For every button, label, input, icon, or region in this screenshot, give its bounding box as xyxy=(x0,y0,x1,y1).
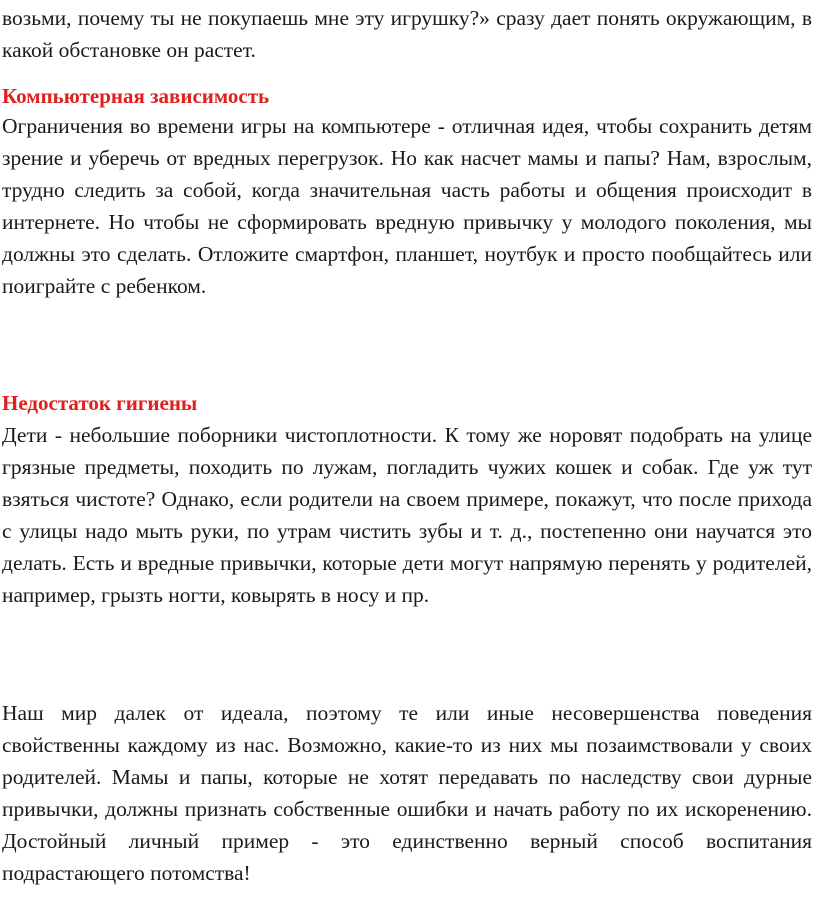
section-heading-computer-addiction: Компьютерная зависимость xyxy=(2,84,270,108)
section-heading-hygiene: Недостаток гигиены xyxy=(2,391,198,415)
closing-paragraph: Наш мир далек от идеала, поэтому те или иные несовершенства поведения свойственны каждому из нас. Возможно, какие-то из них мы позаимствовали у своих родителей. Мамы и папы, которые не хотят передавать по наследству свои дурные привычки, должны признать собственные ошибки и начать работу по их искоренению. Достойный личный пример - это единственно верный способ воспитания подрастающего потомства! xyxy=(2,701,812,885)
intro-paragraph: возьми, почему ты не покупаешь мне эту игрушку?» сразу дает понять окружающим, в какой обстановке он растет. xyxy=(2,6,812,62)
section-paragraph-hygiene: Дети - небольшие поборники чистоплотности. К тому же норовят подобрать на улице грязные предметы, походить по лужам, погладить чужих кошек и собак. Где уж тут взяться чистоте? Однако, если родители на своем примере, покажут, что после прихода с улицы надо мыть руки, по утрам чистить зубы и т. д., постепенно они научатся это делать. Есть и вредные привычки, которые дети могут напрямую перенять у родителей, например, грызть ногти, ковырять в носу и пр. xyxy=(2,423,812,607)
section-paragraph-computer-addiction: Ограничения во времени игры на компьютере - отличная идея, чтобы сохранить детям зрение и уберечь от вредных перегрузок. Но как насчет мамы и папы? Нам, взрослым, трудно следить за собой, когда значительная часть работы и общения происходит в интернете. Но чтобы не сформировать вредную привычку у молодого поколения, мы должны это сделать. Отложите смартфон, планшет, ноутбук и просто пообщайтесь или поиграйте с ребенком. xyxy=(2,114,812,298)
